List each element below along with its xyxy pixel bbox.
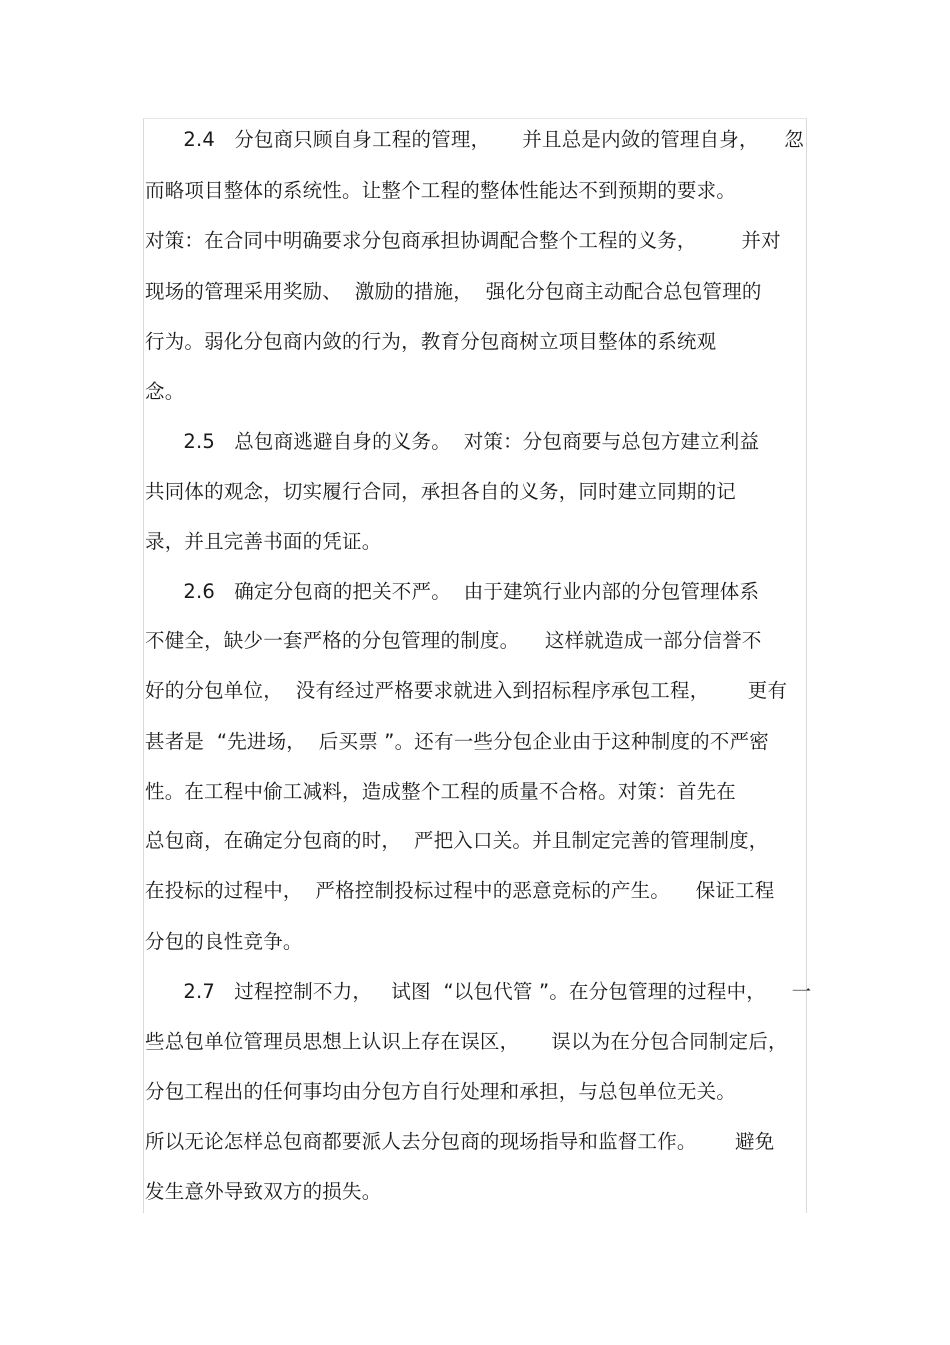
text-line: 在投标的过程中， 严格控制投标过程中的恶意竞标的产生。 保证工程 (145, 879, 775, 902)
text-line: 所以无论怎样总包商都要派人去分包商的现场指导和监督工作。 避免 (145, 1130, 775, 1153)
text-line: 录，并且完善书面的凭证。 (145, 530, 382, 553)
text-line: 2.4 分包商只顾自身工程的管理， 并且总是内敛的管理自身， 忽 (145, 128, 804, 151)
text-line: 甚者是 “先进场， 后买票 ”。还有一些分包企业由于这种制度的不严密 (145, 730, 769, 753)
text-line: 不健全，缺少一套严格的分包管理的制度。 这样就造成一部分信誉不 (145, 629, 762, 652)
text-line: 行为。弱化分包商内敛的行为，教育分包商树立项目整体的系统观 (145, 330, 717, 353)
text-line: 念。 (145, 380, 185, 403)
text-line: 2.7 过程控制不力， 试图 “以包代管 ”。在分包管理的过程中， 一 (145, 980, 812, 1003)
text-line: 好的分包单位， 没有经过严格要求就进入到招标程序承包工程， 更有 (145, 679, 788, 702)
text-line: 分包的良性竞争。 (145, 930, 303, 953)
text-line: 发生意外导致双方的损失。 (145, 1180, 382, 1203)
text-line: 总包商，在确定分包商的时， 严把入口关。并且制定完善的管理制度， (145, 829, 769, 852)
text-line: 些总包单位管理员思想上认识上存在误区， 误以为在分包合同制定后， (145, 1030, 788, 1053)
text-line: 共同体的观念，切实履行合同，承担各自的义务，同时建立同期的记 (145, 480, 737, 503)
text-line: 2.5 总包商逃避自身的义务。 对策：分包商要与总包方建立利益 (145, 430, 760, 453)
text-line: 而略项目整体的系统性。让整个工程的整体性能达不到预期的要求。 (145, 179, 737, 202)
text-line: 性。在工程中偷工减料，造成整个工程的质量不合格。对策：首先在 (145, 780, 737, 803)
text-line: 对策：在合同中明确要求分包商承担协调配合整个工程的义务， 并对 (145, 229, 781, 252)
text-line: 2.6 确定分包商的把关不严。 由于建筑行业内部的分包管理体系 (145, 580, 760, 603)
text-line: 现场的管理采用奖励、 激励的措施， 强化分包商主动配合总包管理的 (145, 280, 762, 303)
text-line: 分包工程出的任何事均由分包方自行处理和承担，与总包单位无关。 (145, 1080, 737, 1103)
